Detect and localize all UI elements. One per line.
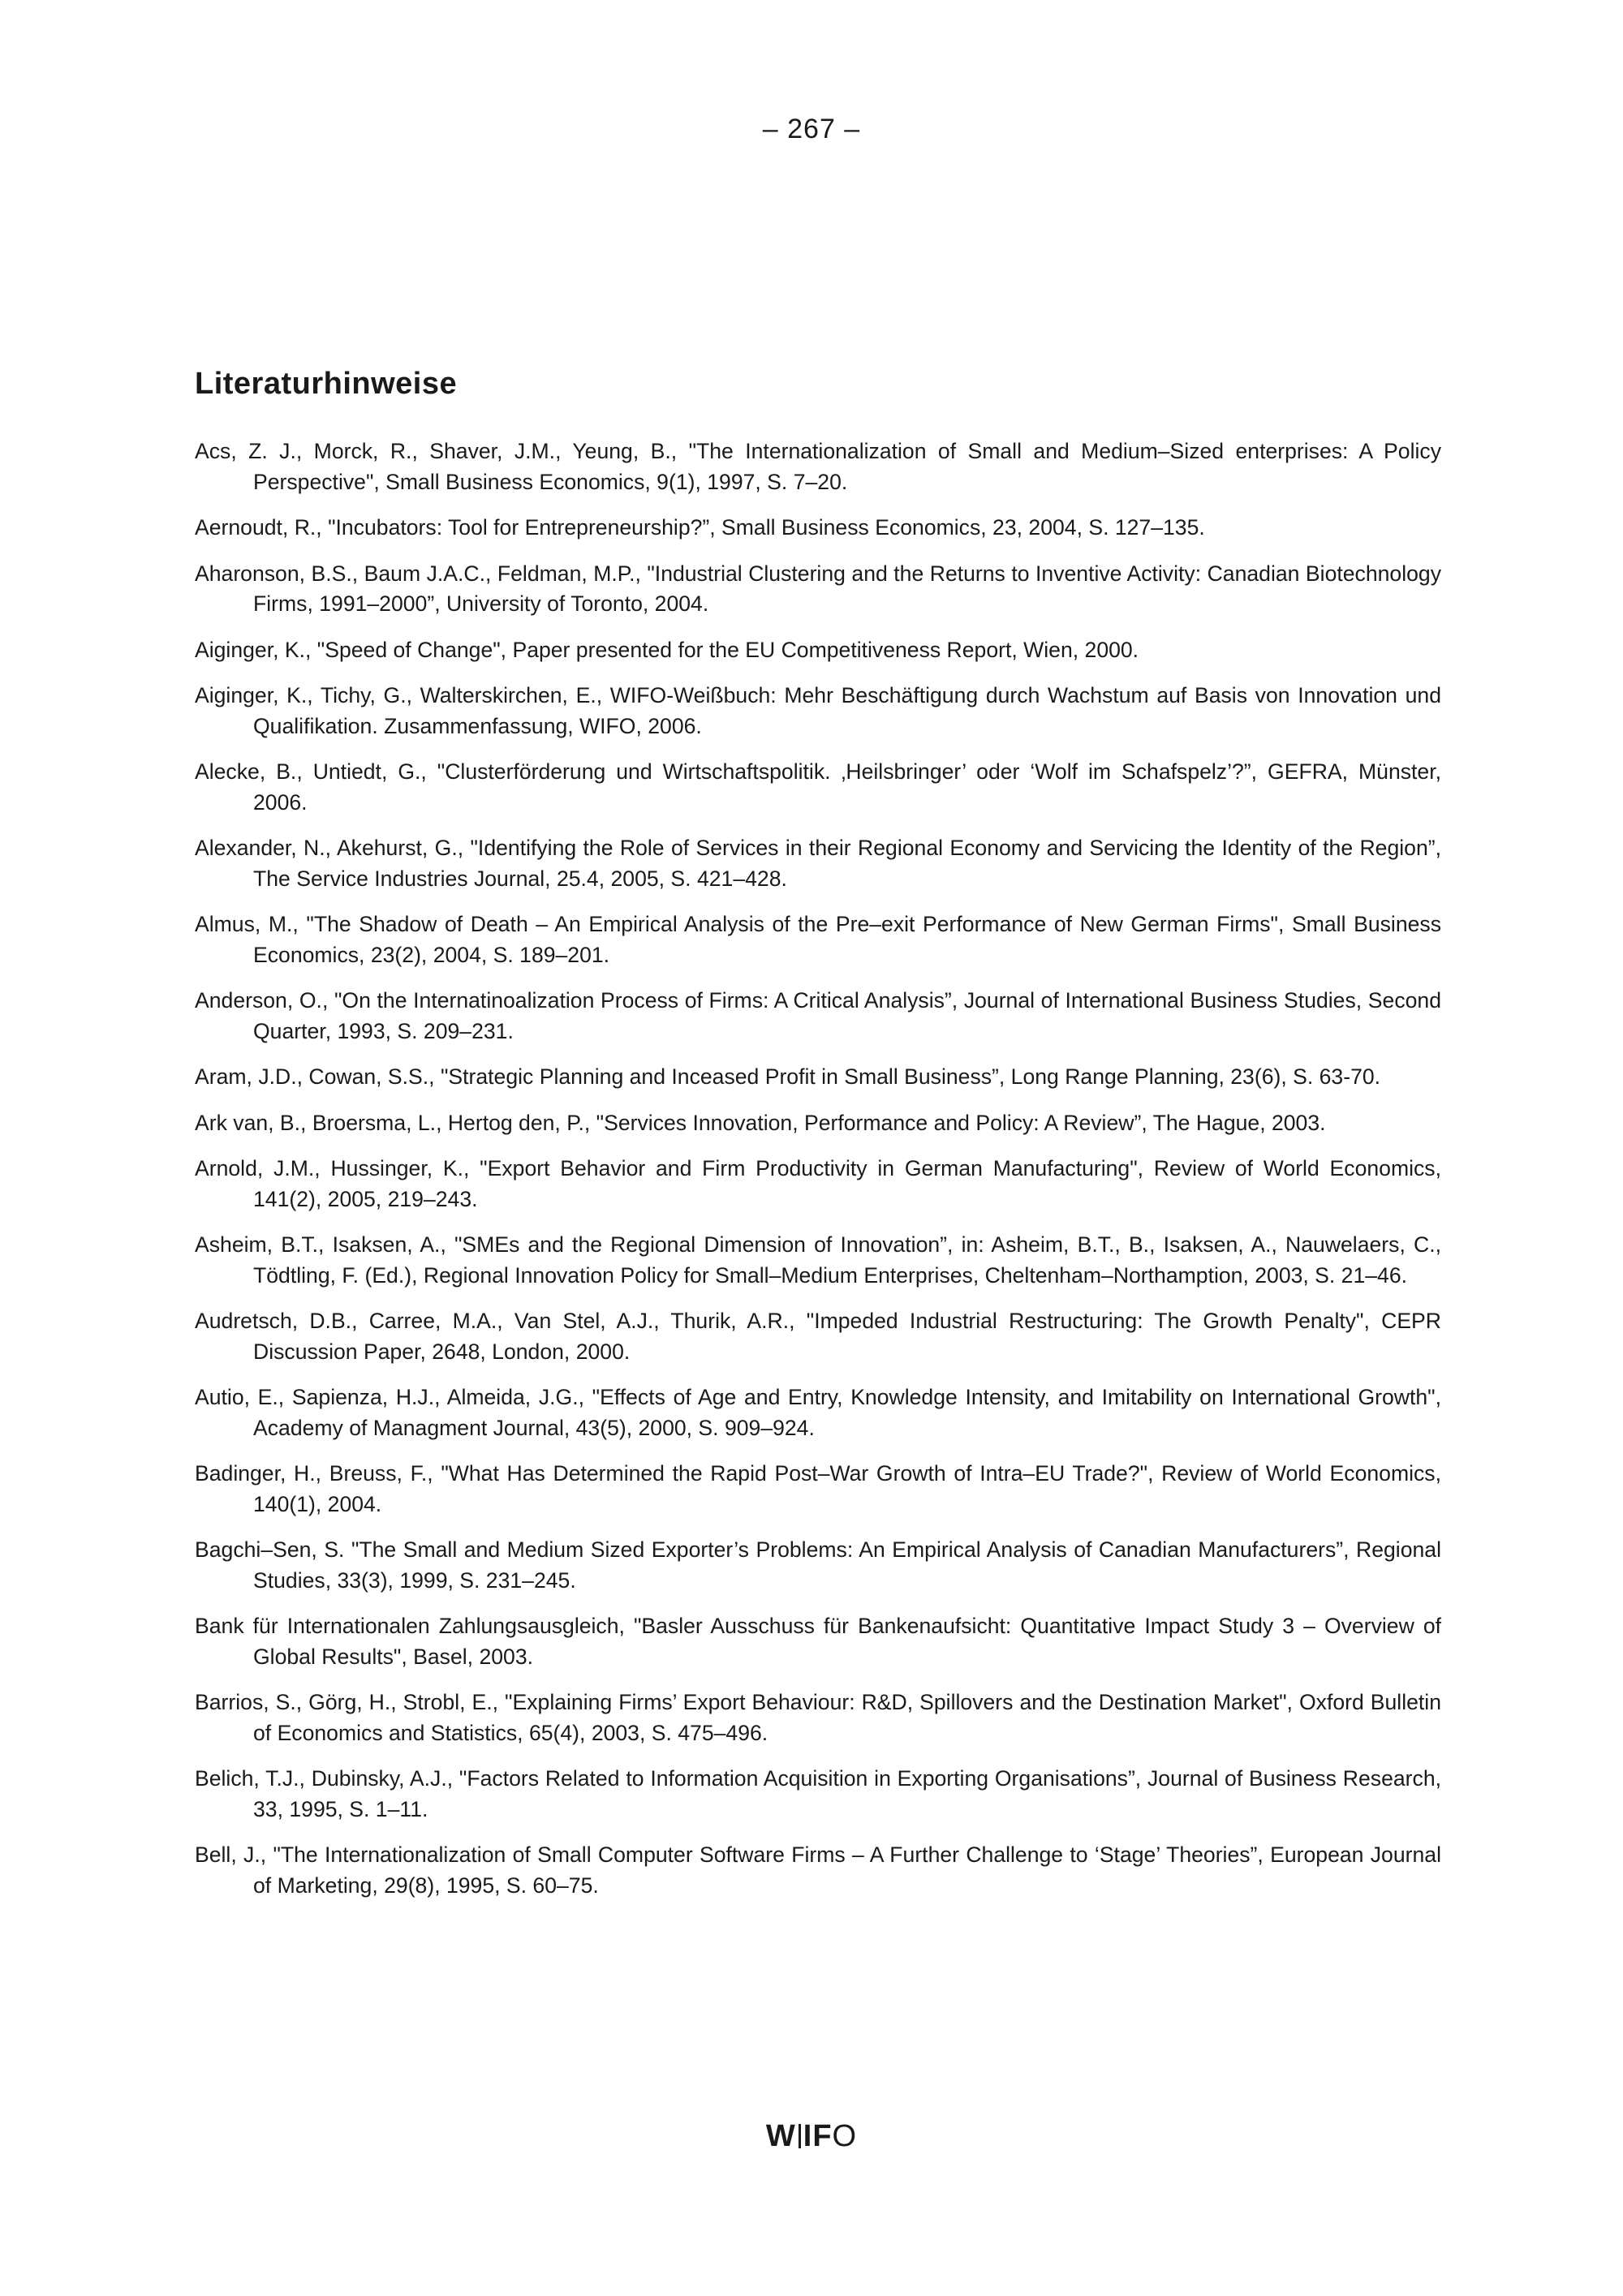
reference-list xyxy=(195,436,1441,1916)
logo-text-o: O xyxy=(832,2119,858,2153)
reference-item: Aram, J.D., Cowan, S.S., "Strategic Planning and Inceased Profit in Small Business”, Long Range Planning, 23(6), S. 63-70. xyxy=(195,1064,1381,1089)
reference-item: Barrios, S., Görg, H., Strobl, E., "Explaining Firms’ Export Behaviour: R&D, Spillovers and the Destination Market", Oxford Bulletin of Economics and Statistics, 65(4), 2003, S. 475–496. xyxy=(195,1690,1441,1745)
reference-item: Acs, Z. J., Morck, R., Shaver, J.M., Yeung, B., "The Internationalization of Small and Medium–Sized enterprises: A Policy Perspective", Small Business Economics, 9(1), 1997, S. 7–20. xyxy=(195,439,1441,494)
reference-item: Bank für Internationalen Zahlungsausgleich, "Basler Ausschuss für Bankenaufsicht: Quantitative Impact Study 3 – Overview of Global Results", Basel, 2003. xyxy=(195,1614,1441,1669)
reference-item: Badinger, H., Breuss, F., "What Has Determined the Rapid Post–War Growth of Intra–EU Trade?", Review of World Economics, 140(1), 2004. xyxy=(195,1461,1441,1516)
reference-item: Aernoudt, R., "Incubators: Tool for Entrepreneurship?”, Small Business Economics, 23, 2004, S. 127–135. xyxy=(195,515,1205,540)
reference-item: Aharonson, B.S., Baum J.A.C., Feldman, M.P., "Industrial Clustering and the Returns to Inventive Activity: Canadian Biotechnology Firms, 1991–2000”, University of Toronto, 2004. xyxy=(195,561,1441,616)
reference-item: Almus, M., "The Shadow of Death – An Empirical Analysis of the Pre–exit Performance of New German Firms", Small Business Economics, 23(2), 2004, S. 189–201. xyxy=(195,912,1441,967)
reference-item: Bagchi–Sen, S. "The Small and Medium Sized Exporter’s Problems: An Empirical Analysis of Canadian Manufacturers”, Regional Studies, 33(3), 1999, S. 231–245. xyxy=(195,1537,1441,1593)
logo-text-if: IF xyxy=(803,2119,833,2153)
reference-item: Asheim, B.T., Isaksen, A., "SMEs and the Regional Dimension of Innovation”, in: Asheim, B.T., B., Isaksen, A., Nauwelaers, C., Tödtling, F. (Ed.), Regional Innovation Policy for Small–Medium Enterprises, Cheltenham–Northamption, 2003, S. 21–46. xyxy=(195,1232,1441,1288)
reference-item: Bell, J., "The Internationalization of Small Computer Software Firms – A Further Challenge to ‘Stage’ Theories”, European Journal of Marketing, 29(8), 1995, S. 60–75. xyxy=(195,1842,1441,1898)
wifo-logo xyxy=(0,2119,1623,2154)
page-number: – 267 – xyxy=(762,114,861,144)
reference-item: Aiginger, K., Tichy, G., Walterskirchen, E., WIFO-Weißbuch: Mehr Beschäftigung durch Wachstum auf Basis von Innovation und Qualifikation. Zusammenfassung, WIFO, 2006. xyxy=(195,683,1441,738)
reference-item: Aiginger, K., "Speed of Change", Paper presented for the EU Competitiveness Report, Wien, 2000. xyxy=(195,637,1139,662)
reference-item: Audretsch, D.B., Carree, M.A., Van Stel, A.J., Thurik, A.R., "Impeded Industrial Restructuring: The Growth Penalty", CEPR Discussion Paper, 2648, London, 2000. xyxy=(195,1309,1441,1364)
reference-item: Autio, E., Sapienza, H.J., Almeida, J.G., "Effects of Age and Entry, Knowledge Intensity, and Imitability on International Growth", Academy of Managment Journal, 43(5), 2000, S. 909–924. xyxy=(195,1385,1441,1440)
reference-item: Arnold, J.M., Hussinger, K., "Export Behavior and Firm Productivity in German Manufacturing", Review of World Economics, 141(2), 2005, 219–243. xyxy=(195,1156,1441,1211)
reference-item: Alexander, N., Akehurst, G., "Identifying the Role of Services in their Regional Economy and Servicing the Identity of the Region”, The Service Industries Journal, 25.4, 2005, S. 421–428. xyxy=(195,836,1441,891)
section-heading: Literaturhinweise xyxy=(195,367,458,401)
reference-item: Alecke, B., Untiedt, G., "Clusterförderung und Wirtschaftspolitik. ‚Heilsbringer’ oder ‘Wolf im Schafspelz’?”, GEFRA, Münster, 2006. xyxy=(195,759,1441,815)
reference-item: Belich, T.J., Dubinsky, A.J., "Factors Related to Information Acquisition in Exporting Organisations”, Journal of Business Research, 33, 1995, S. 1–11. xyxy=(195,1766,1441,1821)
logo-bar-icon xyxy=(799,2124,801,2148)
reference-item: Anderson, O., "On the Internatinoalization Process of Firms: A Critical Analysis”, Journal of International Business Studies, Second Quarter, 1993, S. 209–231. xyxy=(195,988,1441,1043)
logo-text-w: W xyxy=(765,2119,796,2153)
reference-item: Ark van, B., Broersma, L., Hertog den, P., "Services Innovation, Performance and Policy: A Review”, The Hague, 2003. xyxy=(195,1110,1326,1135)
